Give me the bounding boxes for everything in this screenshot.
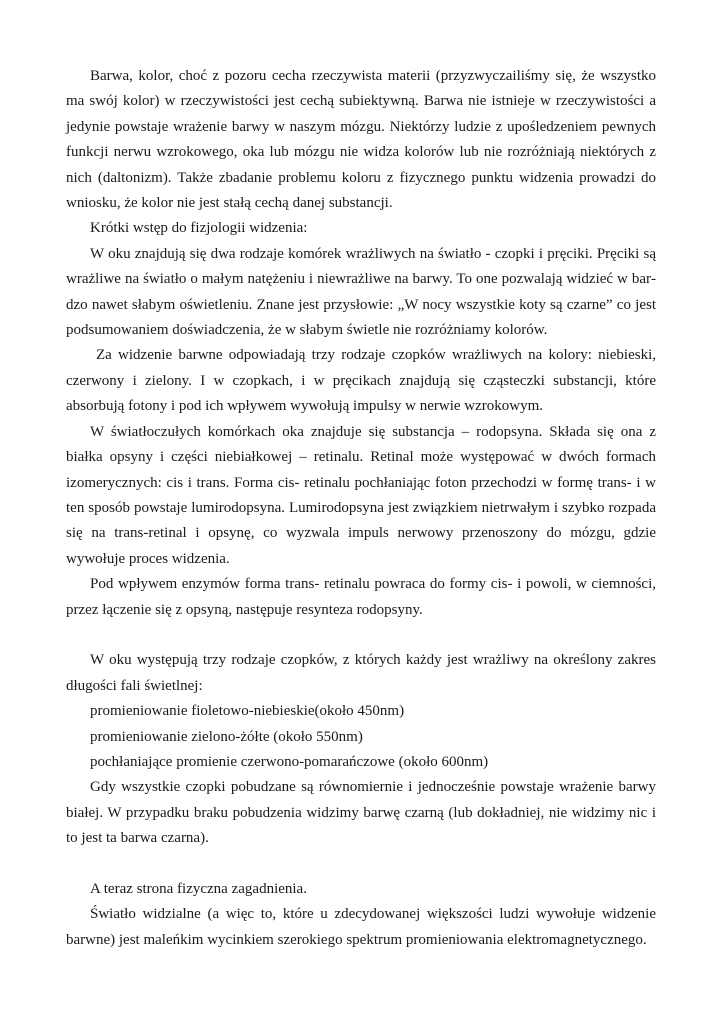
list-item-green: promieniowanie zielono-żółte (około 550nm) <box>90 728 363 745</box>
paragraph-physiology-heading: Krótki wstęp do fizjologii widzenia: <box>90 220 308 237</box>
blank-line <box>66 852 656 877</box>
list-item-blue: promieniowanie fioletowo-niebieskie(około 450nm) <box>90 703 405 720</box>
paragraph-rhodopsin: W światłoczułych komórkach oka znajduje się substancja – rodopsyna. Składa się ona z białka opsyny i części niebiałkowej – retinalu. Retinal może występować w dwóch formach izomerycznych: cis i trans. Forma cis- retinalu pochłaniając foton przechodzi w formę trans- i w ten sposób powstaje lumirodopsyna. Lumirodopsyna jest związkiem nietrwałym i szybko rozpada się na trans-retinal i opsynę, co wyzwala impuls nerwowy przenoszony do mózgu, gdzie wywołuje proces widzenia. <box>66 423 656 567</box>
paragraph-rods-cones: W oku znajdują się dwa rodzaje komórek wrażliwych na światło - czopki i pręciki. Pręciki są wrażliwe na światło o małym natężeniu i niewrażliwe na barwy. To one pozwalają widzieć w bardzo nawet słabym oświetleniu. Znane jest przysłowie: „W nocy wszystkie koty są czarne” co jest podsumowaniem doświadczenia, że w słabym świetle nie rozróżniamy kolorów. <box>66 245 656 339</box>
blank-line <box>66 623 656 648</box>
paragraph-physics-heading: A teraz strona fizyczna zagadnienia. <box>90 880 307 897</box>
paragraph-intro: Barwa, kolor, choć z pozoru cecha rzeczywista materii (przyzwyczailiśmy się, że wszystko ma swój kolor) w rzeczywistości jest cechą subiektywną. Barwa nie istnieje w rzeczywistości a jedynie powstaje wrażenie barwy w naszym mózgu. Niektórzy ludzie z upośledzeniem pewnych funkcji nerwu wzrokowego, oka lub mózgu nie widza kolorów lub nie rozróżniają niektórych z nich (daltonizm). Także zbadanie problemu koloru z fizycznego punktu widzenia prowadzi do wniosku, że kolor nie jest stałą cechą danej substancji. <box>66 68 656 212</box>
list-item-red: pochłaniające promienie czerwono-pomarańczowe (około 600nm) <box>90 753 489 770</box>
paragraph-three-cones: W oku występują trzy rodzaje czopków, z których każdy jest wrażliwy na określony zakres długości fali świetlnej: <box>66 652 656 694</box>
paragraph-white-black: Gdy wszystkie czopki pobudzane są równomiernie i jednocześnie powstaje wrażenie barwy białej. W przypadku braku pobudzenia widzimy barwę czarną (lub dokładniej, nie widzimy nic i to jest ta barwa czarna). <box>66 779 656 847</box>
document-page <box>66 64 656 953</box>
paragraph-resynthesis: Pod wpływem enzymów forma trans- retinalu powraca do formy cis- i powoli, w ciemności, przez łączenie się z opsyną, następuje resynteza rodopsyny. <box>66 576 656 618</box>
paragraph-visible-light: Światło widzialne (a więc to, które u zdecydowanej większości ludzi wywołuje widzenie barwne) jest maleńkim wycinkiem szerokiego spektrum promieniowania elektromagnetycznego. <box>66 906 656 948</box>
paragraph-color-vision: Za widzenie barwne odpowiadają trzy rodzaje czopków wrażliwych na kolory: niebieski, czerwony i zielony. I w czopkach, i w pręcikach znajdują się cząsteczki substancji, które absorbują fotony i pod ich wpływem wywołują impulsy w nerwie wzrokowym. <box>66 347 656 415</box>
